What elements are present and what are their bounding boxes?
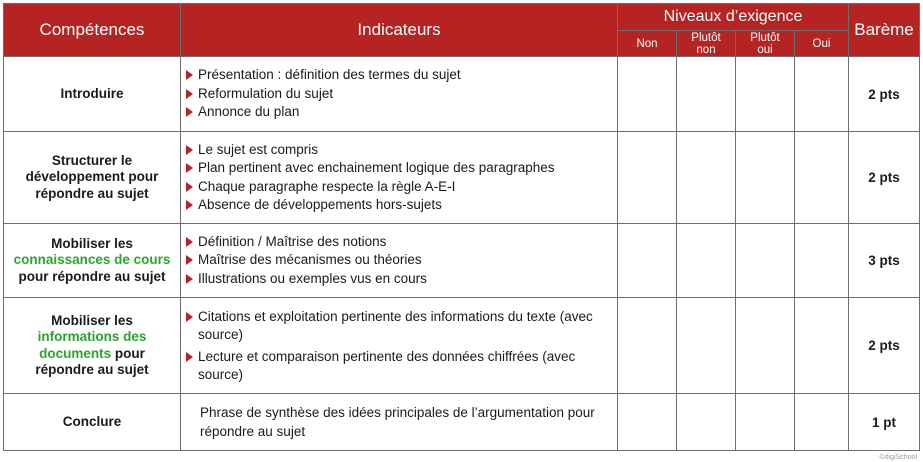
level-cell[interactable] [736,298,795,394]
arrow-bullet-icon [186,89,193,99]
header-indicateurs: Indicateurs [181,4,618,57]
table-row [4,298,920,394]
list-item: Présentation : définition des termes du sujet [186,66,615,85]
level-cell[interactable] [677,132,736,224]
indicators-cell [181,132,618,224]
header-level-plutot-oui: Plutôt oui [736,31,795,57]
arrow-bullet-icon [186,145,193,155]
level-cell[interactable] [795,298,849,394]
arrow-bullet-icon [186,163,193,173]
level-cell[interactable] [677,57,736,132]
level-cell[interactable] [677,394,736,451]
arrow-bullet-icon [186,255,193,265]
list-item: Chaque paragraphe respecte la règle A-E-I [186,178,615,197]
arrow-bullet-icon [186,312,193,322]
arrow-bullet-icon [186,274,193,284]
level-cell[interactable] [618,224,677,298]
list-item: Illustrations ou exemples vus en cours [186,270,615,289]
indicators-cell [181,298,618,394]
arrow-bullet-icon [186,70,193,80]
competence-cell: Introduire [4,57,181,132]
bareme-cell: 2 pts [849,57,920,132]
arrow-bullet-icon [186,237,193,247]
indicators-cell [181,394,618,451]
level-cell[interactable] [618,132,677,224]
header-bareme: Barème [849,4,920,57]
level-cell[interactable] [795,224,849,298]
header-level-non: Non [618,31,677,57]
indicators-cell [181,57,618,132]
level-cell[interactable] [736,57,795,132]
level-cell[interactable] [736,394,795,451]
level-cell[interactable] [677,298,736,394]
list-item: Maîtrise des mécanismes ou théories [186,251,615,270]
evaluation-grid [3,3,920,451]
level-cell[interactable] [795,132,849,224]
header-competences: Compétences [4,4,181,57]
competence-cell: Conclure [4,394,181,451]
competence-cell: Mobiliser les informations des documents pour répondre au sujet [4,298,181,394]
list-item: Plan pertinent avec enchainement logique des paragraphes [186,159,615,178]
bareme-cell: 2 pts [849,132,920,224]
level-cell[interactable] [736,132,795,224]
list-item: Reformulation du sujet [186,85,615,104]
arrow-bullet-icon [186,352,193,362]
bareme-cell: 1 pt [849,394,920,451]
copyright-credit: ©digiSchool [879,454,917,461]
bareme-cell: 2 pts [849,298,920,394]
level-cell[interactable] [795,394,849,451]
header-level-plutot-non: Plutôt non [677,31,736,57]
indicators-cell [181,224,618,298]
header-level-oui: Oui [795,31,849,57]
arrow-bullet-icon [186,182,193,192]
list-item: Annonce du plan [186,103,615,122]
table-row [4,394,920,451]
list-item: Lecture et comparaison pertinente des données chiffrées (avec source) [186,348,615,384]
competence-cell: Mobiliser les connaissances de cours pour répondre au sujet [4,224,181,298]
level-cell[interactable] [618,57,677,132]
level-cell[interactable] [795,57,849,132]
competence-cell: Structurer le développement pour répondre au sujet [4,132,181,224]
level-cell[interactable] [618,298,677,394]
list-item: Citations et exploitation pertinente des informations du texte (avec source) [186,308,615,344]
level-cell[interactable] [736,224,795,298]
arrow-bullet-icon [186,107,193,117]
table-row [4,132,920,224]
list-item: Le sujet est compris [186,141,615,160]
level-cell[interactable] [677,224,736,298]
bareme-cell: 3 pts [849,224,920,298]
table-row [4,57,920,132]
level-cell[interactable] [618,394,677,451]
conclusion-text: Phrase de synthèse des idées principales de l’argumentation pour répondre au sujet [200,405,595,439]
list-item: Définition / Maîtrise des notions [186,233,615,252]
header-niveaux: Niveaux d’exigence [618,4,849,31]
list-item: Absence de développements hors-sujets [186,196,615,215]
table-row [4,224,920,298]
arrow-bullet-icon [186,200,193,210]
